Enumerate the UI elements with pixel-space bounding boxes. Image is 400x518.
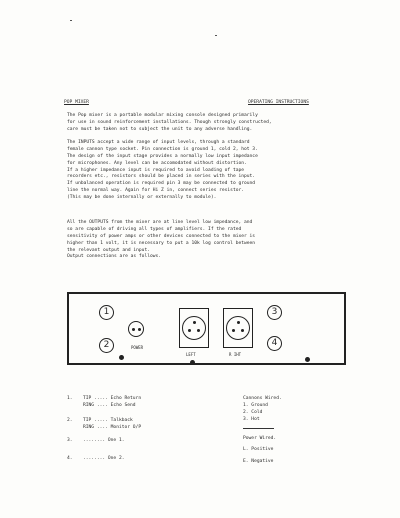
text-line: The Pop mixer is a portable modular mixing console designed primarily <box>67 113 258 118</box>
text-line: The INPUTS accept a wide range of input levels, through a standard <box>67 140 250 145</box>
text-line: If a higher impedance input is required to avoid loading of tape <box>67 167 245 173</box>
text-line: If unbalanced operation is required pin 3 may be connected to ground <box>67 181 256 187</box>
text-line: sensitivity of power amps or other devices connected to the mixer is <box>67 233 256 239</box>
section-heading: OPERATING INSTRUCTIONS <box>248 100 309 105</box>
jack-2-marker: 2 <box>99 338 114 353</box>
text-line: The design of the input stage provides a normally low input impedance <box>67 153 258 159</box>
cannons-line: 3. Hot <box>243 417 260 422</box>
text-line: Output connections are as follows. <box>67 254 162 260</box>
jack-1-marker: 1 <box>99 305 114 320</box>
text-line: All the OUTPUTS from the mixer are at line level low impedance, and <box>67 220 253 225</box>
cannons-title: Cannons Wired. <box>243 396 282 401</box>
paragraph-inputs <box>67 140 258 202</box>
legend-divider <box>243 428 274 429</box>
cannon-pin <box>237 321 240 324</box>
legend-number: 3. <box>67 438 73 443</box>
legend-line: ........ One 1. <box>83 438 125 443</box>
text-line: female cannon type socket. Pin connection is ground 1, cold 2, hot 3. <box>67 146 258 152</box>
jack-2-hole <box>119 355 124 360</box>
legend-line: ........ One 2. <box>83 456 125 461</box>
legend-line: TIP ..... Talkback <box>83 418 133 423</box>
cannon-pin <box>188 329 191 332</box>
doc-title: POP MIXER <box>64 100 89 105</box>
text-line: for use in sound reinforcement installations. Though strongly constructed, <box>67 119 272 125</box>
jack-3-marker: 3 <box>267 305 282 320</box>
left-cannon-socket <box>182 316 206 340</box>
cannon-pin <box>193 321 196 324</box>
cannon-pin <box>197 329 200 332</box>
cannons-line: 1. Ground <box>243 403 268 408</box>
power-label: POWER <box>131 345 144 350</box>
text-line: so are capable of driving all types of amplifiers. If the rated <box>67 226 242 232</box>
paragraph-intro <box>67 113 272 134</box>
power-line: L. Positive <box>243 447 274 452</box>
legend-number: 2. <box>67 418 73 423</box>
left-hole <box>190 360 195 365</box>
cannons-line: 2. Cold <box>243 410 263 415</box>
mixer-front-panel <box>67 292 346 365</box>
stray-mark <box>70 20 72 21</box>
text-line: line the normal way. Again for Hi Z in, connect series resistor. <box>67 188 245 194</box>
right-cannon-socket <box>226 316 250 340</box>
left-label: LEFT <box>186 352 196 357</box>
cannon-pin <box>241 329 244 332</box>
stray-mark <box>215 35 217 36</box>
legend-line: RING .... Monitor O/P <box>83 425 142 430</box>
text-line: care must be taken not to subject the unit to any adverse handling. <box>67 126 253 132</box>
jack-4-marker: 4 <box>267 336 282 351</box>
power-pin <box>138 328 141 331</box>
text-line: recorders etc., resistors should be placed in series with the input. <box>67 174 256 180</box>
power-pin <box>132 328 135 331</box>
legend-number: 1. <box>67 396 73 401</box>
text-line: higher than 1 volt, it is necessary to put a 10k log control between <box>67 240 256 246</box>
cannon-pin <box>232 329 235 332</box>
jack-4-hole <box>305 357 310 362</box>
legend-line: RING .... Echo Send <box>83 403 136 408</box>
paragraph-outputs <box>67 220 255 261</box>
text-line: the relevant output and input. <box>67 247 150 253</box>
legend-number: 4. <box>67 456 73 461</box>
legend-line: TIP ..... Echo Return <box>83 396 142 401</box>
power-socket <box>128 321 144 337</box>
text-line: for microphones. Any level can be accomodated without distortion. <box>67 160 247 166</box>
power-line: E. Negative <box>243 459 274 464</box>
power-title: Power Wired. <box>243 436 277 441</box>
text-line: (This may be done internally or externally to module). <box>67 195 217 201</box>
right-label: R IHT <box>229 352 242 357</box>
